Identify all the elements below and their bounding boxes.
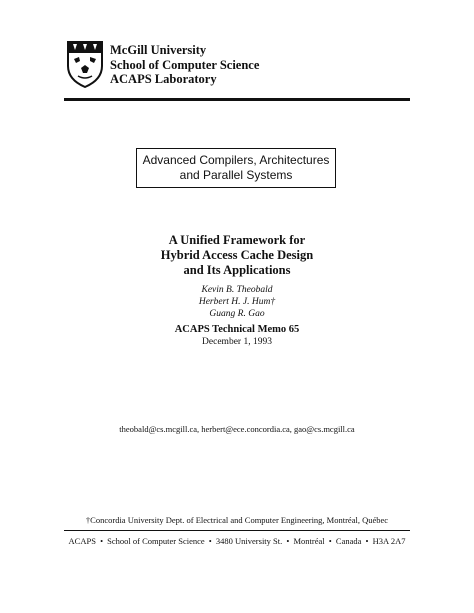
- memo-date: December 1, 1993: [202, 337, 272, 347]
- series-title-line-1: Advanced Compilers, Architectures: [142, 153, 330, 167]
- author-1: Kevin B. Theobald: [201, 285, 273, 295]
- footer-item-city: Montréal: [293, 536, 325, 546]
- footer-item-country: Canada: [335, 536, 362, 546]
- paper-title-line-2: Hybrid Access Cache Design: [160, 248, 314, 262]
- series-title-line-2: and Parallel Systems: [179, 168, 293, 182]
- header-rule: [64, 98, 410, 101]
- footer-rule: [64, 530, 410, 531]
- bullet-icon: •: [100, 536, 104, 546]
- affiliation-footnote: †Concordia University Dept. of Electrical and Computer Engineering, Montréal, Québec: [85, 515, 389, 525]
- institution-block: [110, 43, 259, 87]
- footer-item-school: School of Computer Science: [107, 536, 205, 546]
- series-title-box: [136, 148, 336, 188]
- author-3: Guang R. Gao: [209, 309, 265, 319]
- address-footer: [0, 536, 474, 546]
- footer-item-street: 3480 University St.: [215, 536, 283, 546]
- school-name: School of Computer Science: [110, 57, 260, 72]
- footer-item-lab: ACAPS: [68, 536, 96, 546]
- university-name: McGill University: [110, 43, 207, 57]
- footer-item-postal-code: H3A 2A7: [372, 536, 406, 546]
- bullet-icon: •: [208, 536, 212, 546]
- author-list: [0, 284, 474, 320]
- paper-title-line-3: and Its Applications: [183, 263, 291, 277]
- memo-number: ACAPS Technical Memo 65: [174, 324, 300, 335]
- author-emails: theobald@cs.mcgill.ca, herbert@ece.concordia.ca, gao@cs.mcgill.ca: [119, 424, 355, 434]
- lab-name: ACAPS Laboratory: [110, 72, 217, 86]
- bullet-icon: •: [328, 536, 332, 546]
- paper-title: [0, 233, 474, 278]
- bullet-icon: •: [286, 536, 290, 546]
- paper-title-line-1: A Unified Framework for: [168, 233, 306, 247]
- bullet-icon: •: [365, 536, 369, 546]
- mcgill-crest-icon: [66, 40, 104, 88]
- author-2: Herbert H. J. Hum†: [198, 297, 276, 307]
